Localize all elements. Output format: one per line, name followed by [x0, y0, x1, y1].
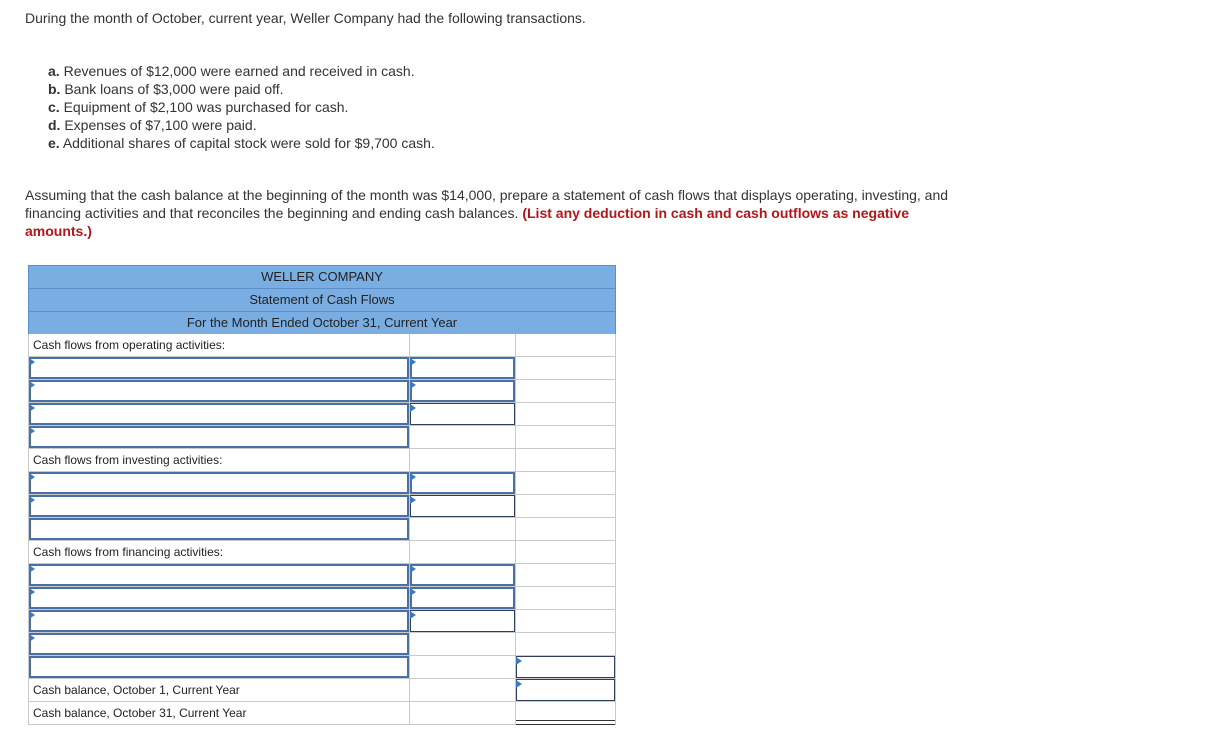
dropdown-arrow-icon	[410, 588, 416, 596]
list-item	[48, 134, 435, 152]
table-row	[29, 633, 616, 656]
dropdown-arrow-icon	[29, 473, 35, 481]
table-row	[29, 495, 616, 518]
item-letter: b.	[48, 81, 61, 97]
item-text: Equipment of $2,100 was purchased for cash.	[63, 99, 349, 115]
cell	[516, 426, 616, 448]
operating-amount-3-input[interactable]	[410, 403, 515, 425]
table-row	[29, 472, 616, 495]
dropdown-arrow-icon	[410, 473, 416, 481]
cell	[516, 518, 616, 540]
cell	[516, 541, 616, 563]
item-letter: d.	[48, 117, 61, 133]
statement-title: Statement of Cash Flows	[28, 288, 616, 311]
dropdown-arrow-icon	[410, 358, 416, 366]
item-text: Expenses of $7,100 were paid.	[64, 117, 257, 133]
dropdown-arrow-icon	[516, 680, 522, 688]
dropdown-arrow-icon	[29, 404, 35, 412]
cell	[410, 656, 516, 678]
cell	[516, 357, 616, 379]
cell	[516, 610, 616, 632]
item-text: Bank loans of $3,000 were paid off.	[64, 81, 284, 97]
financing-amount-3-input[interactable]	[410, 610, 515, 632]
list-item	[48, 98, 435, 116]
cell	[410, 679, 516, 701]
item-letter: e.	[48, 135, 60, 151]
cash-end-amount-input[interactable]	[516, 702, 616, 724]
cell	[516, 380, 616, 402]
cell	[516, 449, 616, 471]
double-underline	[516, 720, 615, 725]
statement-period: For the Month Ended October 31, Current Year	[28, 311, 616, 334]
instructions	[25, 186, 965, 240]
financing-item-1-select[interactable]	[29, 564, 409, 586]
table-row	[29, 610, 616, 633]
table-row	[29, 334, 616, 357]
dropdown-arrow-icon	[29, 611, 35, 619]
instructions-note: (List any deduction in cash and cash outflows as negative amounts.)	[25, 205, 909, 239]
dropdown-arrow-icon	[29, 565, 35, 573]
financing-label: Cash flows from financing activities:	[29, 541, 410, 563]
financing-amount-1-input[interactable]	[410, 564, 515, 586]
cell	[410, 426, 516, 448]
table-row	[29, 518, 616, 541]
dropdown-arrow-icon	[29, 427, 35, 435]
cash-flow-statement	[28, 265, 616, 725]
intro-text: During the month of October, current year, Weller Company had the following transactions.	[25, 10, 586, 26]
cell	[516, 495, 616, 517]
cell	[410, 541, 516, 563]
financing-amount-2-input[interactable]	[410, 587, 515, 609]
table-row	[29, 656, 616, 679]
cell	[516, 403, 616, 425]
operating-item-3-select[interactable]	[29, 403, 409, 425]
dropdown-arrow-icon	[29, 381, 35, 389]
item-text: Revenues of $12,000 were earned and received in cash.	[63, 63, 415, 79]
cell	[410, 633, 516, 655]
table-row	[29, 426, 616, 449]
investing-total-select[interactable]	[29, 518, 409, 540]
dropdown-arrow-icon	[410, 381, 416, 389]
cell	[410, 518, 516, 540]
financing-item-3-select[interactable]	[29, 610, 409, 632]
cash-begin-label: Cash balance, October 1, Current Year	[29, 679, 410, 701]
cash-end-label: Cash balance, October 31, Current Year	[29, 702, 410, 724]
table-row	[29, 679, 616, 702]
table-row	[29, 702, 616, 725]
financing-item-2-select[interactable]	[29, 587, 409, 609]
table-row	[29, 587, 616, 610]
operating-item-1-select[interactable]	[29, 357, 409, 379]
dropdown-arrow-icon	[29, 358, 35, 366]
operating-total-select[interactable]	[29, 426, 409, 448]
table-row	[29, 357, 616, 380]
net-change-select[interactable]	[29, 656, 409, 678]
investing-item-1-select[interactable]	[29, 472, 409, 494]
table-row	[29, 541, 616, 564]
cell	[516, 334, 616, 356]
cell	[516, 564, 616, 586]
table-row	[29, 564, 616, 587]
operating-amount-1-input[interactable]	[410, 357, 515, 379]
table-row	[29, 449, 616, 472]
dropdown-arrow-icon	[410, 565, 416, 573]
investing-amount-1-input[interactable]	[410, 472, 515, 494]
dropdown-arrow-icon	[29, 634, 35, 642]
item-text: Additional shares of capital stock were sold for $9,700 cash.	[62, 135, 435, 151]
cell	[516, 587, 616, 609]
operating-label: Cash flows from operating activities:	[29, 334, 410, 356]
cell	[516, 472, 616, 494]
cell	[410, 334, 516, 356]
dropdown-arrow-icon	[516, 657, 522, 665]
investing-label: Cash flows from investing activities:	[29, 449, 410, 471]
statement-grid	[28, 334, 616, 725]
net-change-amount-input[interactable]	[516, 656, 615, 678]
cash-begin-amount-input[interactable]	[516, 679, 615, 701]
company-name: WELLER COMPANY	[28, 265, 616, 288]
instructions-text: Assuming that the cash balance at the beginning of the month was $14,000, prepare a statement of cash flows that displays operating, investing, and financing activities and that reconciles the beginning and ending cash balances.	[25, 187, 949, 221]
list-item	[48, 116, 435, 134]
operating-amount-2-input[interactable]	[410, 380, 515, 402]
table-row	[29, 403, 616, 426]
operating-item-2-select[interactable]	[29, 380, 409, 402]
cell	[410, 449, 516, 471]
item-letter: a.	[48, 63, 60, 79]
transaction-list	[48, 62, 435, 152]
cell	[516, 633, 616, 655]
dropdown-arrow-icon	[410, 496, 416, 504]
dropdown-arrow-icon	[410, 404, 416, 412]
dropdown-arrow-icon	[410, 611, 416, 619]
investing-item-2-select[interactable]	[29, 495, 409, 517]
list-item	[48, 80, 435, 98]
investing-amount-2-input[interactable]	[410, 495, 515, 517]
financing-total-select[interactable]	[29, 633, 409, 655]
list-item	[48, 62, 435, 80]
cell	[410, 702, 516, 724]
dropdown-arrow-icon	[29, 496, 35, 504]
item-letter: c.	[48, 99, 60, 115]
dropdown-arrow-icon	[29, 588, 35, 596]
table-row	[29, 380, 616, 403]
